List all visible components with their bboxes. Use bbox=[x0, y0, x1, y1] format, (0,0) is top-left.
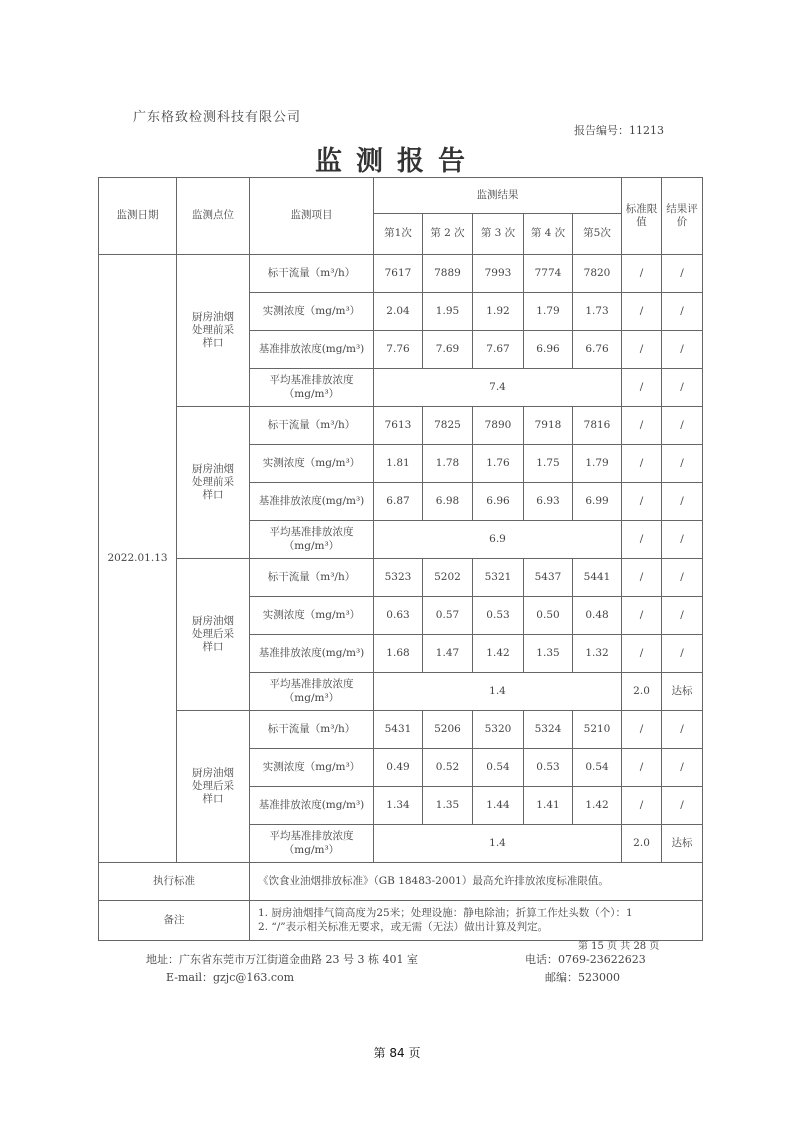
limit-value: / bbox=[622, 293, 662, 331]
limit-value: / bbox=[622, 483, 662, 521]
monitoring-item: 标干流量（m³/h） bbox=[250, 711, 374, 749]
result-value: 1.81 bbox=[374, 445, 423, 483]
result-value: 0.52 bbox=[423, 749, 473, 787]
eval-value: / bbox=[662, 711, 703, 749]
eval-value: / bbox=[662, 749, 703, 787]
monitoring-item: 基准排放浓度(mg/m³) bbox=[250, 483, 374, 521]
result-value: 1.35 bbox=[423, 787, 473, 825]
header-run-5: 第5次 bbox=[573, 214, 622, 255]
limit-value: / bbox=[622, 711, 662, 749]
remark-line: 1. 厨房油烟排气筒高度为25米；处理设施：静电除油；折算工作灶头数（个）：1 bbox=[258, 907, 633, 920]
result-value: 0.53 bbox=[473, 597, 524, 635]
limit-value: / bbox=[622, 445, 662, 483]
eval-value: / bbox=[662, 559, 703, 597]
result-value: 5206 bbox=[423, 711, 473, 749]
result-value: 7889 bbox=[423, 255, 473, 293]
average-eval: 达标 bbox=[662, 673, 703, 711]
result-value: 0.50 bbox=[524, 597, 573, 635]
limit-value: / bbox=[622, 597, 662, 635]
header-limit: 标准限值 bbox=[622, 178, 662, 255]
average-limit: / bbox=[622, 521, 662, 559]
result-value: 1.95 bbox=[423, 293, 473, 331]
header-item: 监测项目 bbox=[250, 178, 374, 255]
monitoring-results-table bbox=[98, 177, 703, 941]
monitoring-item: 实测浓度（mg/m³） bbox=[250, 293, 374, 331]
result-value: 1.79 bbox=[573, 445, 622, 483]
remarks-text bbox=[250, 901, 703, 941]
postal-code: 邮编：523000 bbox=[545, 971, 620, 984]
limit-value: / bbox=[622, 787, 662, 825]
remark-line: 2. “/”表示相关标准无要求，或无需（无法）做出计算及判定。 bbox=[258, 920, 549, 933]
average-value: 1.4 bbox=[374, 673, 622, 711]
header-run-2: 第 2 次 bbox=[423, 214, 473, 255]
eval-value: / bbox=[662, 597, 703, 635]
header-run-4: 第 4 次 bbox=[524, 214, 573, 255]
result-value: 0.48 bbox=[573, 597, 622, 635]
limit-value: / bbox=[622, 635, 662, 673]
result-value: 7.67 bbox=[473, 331, 524, 369]
table-row bbox=[99, 711, 703, 749]
result-value: 1.44 bbox=[473, 787, 524, 825]
result-value: 1.75 bbox=[524, 445, 573, 483]
result-value: 5202 bbox=[423, 559, 473, 597]
eval-value: / bbox=[662, 293, 703, 331]
result-value: 5323 bbox=[374, 559, 423, 597]
eval-value: / bbox=[662, 445, 703, 483]
standard-row bbox=[99, 863, 703, 901]
page-info: 第 15 页 共 28 页 bbox=[578, 941, 660, 952]
result-value: 1.42 bbox=[473, 635, 524, 673]
result-value: 5431 bbox=[374, 711, 423, 749]
result-value: 6.93 bbox=[524, 483, 573, 521]
sampling-point: 厨房油烟处理前采样口 bbox=[177, 255, 250, 407]
result-value: 7617 bbox=[374, 255, 423, 293]
limit-value: / bbox=[622, 331, 662, 369]
result-value: 1.73 bbox=[573, 293, 622, 331]
sampling-point: 厨房油烟处理前采样口 bbox=[177, 407, 250, 559]
header-eval: 结果评价 bbox=[662, 178, 703, 255]
result-value: 2.04 bbox=[374, 293, 423, 331]
result-value: 1.47 bbox=[423, 635, 473, 673]
result-value: 0.57 bbox=[423, 597, 473, 635]
monitoring-item: 标干流量（m³/h） bbox=[250, 559, 374, 597]
result-value: 0.54 bbox=[473, 749, 524, 787]
result-value: 0.54 bbox=[573, 749, 622, 787]
average-limit: 2.0 bbox=[622, 825, 662, 863]
result-value: 0.49 bbox=[374, 749, 423, 787]
monitoring-item: 标干流量（m³/h） bbox=[250, 255, 374, 293]
result-value: 7.76 bbox=[374, 331, 423, 369]
average-item: 平均基准排放浓度（mg/m³） bbox=[250, 673, 374, 711]
eval-value: / bbox=[662, 331, 703, 369]
result-value: 6.76 bbox=[573, 331, 622, 369]
sampling-point: 厨房油烟处理后采样口 bbox=[177, 711, 250, 863]
eval-value: / bbox=[662, 407, 703, 445]
result-value: 6.96 bbox=[524, 331, 573, 369]
monitoring-item: 标干流量（m³/h） bbox=[250, 407, 374, 445]
limit-value: / bbox=[622, 255, 662, 293]
result-value: 1.68 bbox=[374, 635, 423, 673]
company-name: 广东格致检测科技有限公司 bbox=[133, 110, 302, 125]
result-value: 1.42 bbox=[573, 787, 622, 825]
monitoring-item: 实测浓度（mg/m³） bbox=[250, 445, 374, 483]
table-row bbox=[99, 255, 703, 293]
result-value: 5441 bbox=[573, 559, 622, 597]
result-value: 7.69 bbox=[423, 331, 473, 369]
table-row bbox=[99, 407, 703, 445]
result-value: 7918 bbox=[524, 407, 573, 445]
result-value: 1.35 bbox=[524, 635, 573, 673]
result-value: 1.78 bbox=[423, 445, 473, 483]
average-item: 平均基准排放浓度（mg/m³） bbox=[250, 369, 374, 407]
header-point: 监测点位 bbox=[177, 178, 250, 255]
eval-value: / bbox=[662, 787, 703, 825]
average-limit: 2.0 bbox=[622, 673, 662, 711]
average-eval: 达标 bbox=[662, 825, 703, 863]
monitoring-date: 2022.01.13 bbox=[99, 255, 177, 863]
result-value: 1.79 bbox=[524, 293, 573, 331]
header-run-3: 第 3 次 bbox=[473, 214, 524, 255]
limit-value: / bbox=[622, 559, 662, 597]
monitoring-item: 基准排放浓度(mg/m³) bbox=[250, 331, 374, 369]
result-value: 6.98 bbox=[423, 483, 473, 521]
result-value: 7816 bbox=[573, 407, 622, 445]
email: E-mail：gzjc@163.com bbox=[166, 971, 295, 984]
eval-value: / bbox=[662, 483, 703, 521]
address: 地址：广东省东莞市万江街道金曲路 23 号 3 栋 401 室 bbox=[146, 953, 418, 966]
average-value: 1.4 bbox=[374, 825, 622, 863]
monitoring-item: 实测浓度（mg/m³） bbox=[250, 749, 374, 787]
result-value: 5321 bbox=[473, 559, 524, 597]
result-value: 1.32 bbox=[573, 635, 622, 673]
phone: 电话：0769-23622623 bbox=[525, 953, 646, 966]
result-value: 5324 bbox=[524, 711, 573, 749]
limit-value: / bbox=[622, 407, 662, 445]
result-value: 7825 bbox=[423, 407, 473, 445]
header-date: 监测日期 bbox=[99, 178, 177, 255]
average-item: 平均基准排放浓度（mg/m³） bbox=[250, 521, 374, 559]
header-results: 监测结果 bbox=[374, 178, 622, 214]
standard-text: 《饮食业油烟排放标准》（GB 18483-2001）最高允许排放浓度标准限值。 bbox=[250, 863, 703, 901]
page-number: 第 84 页 bbox=[373, 1046, 421, 1060]
limit-value: / bbox=[622, 749, 662, 787]
eval-value: / bbox=[662, 635, 703, 673]
average-value: 7.4 bbox=[374, 369, 622, 407]
monitoring-item: 基准排放浓度(mg/m³) bbox=[250, 787, 374, 825]
result-value: 5320 bbox=[473, 711, 524, 749]
result-value: 6.99 bbox=[573, 483, 622, 521]
result-value: 1.41 bbox=[524, 787, 573, 825]
report-number: 报告编号：11213 bbox=[574, 124, 664, 137]
result-value: 5210 bbox=[573, 711, 622, 749]
remarks-row bbox=[99, 901, 703, 941]
result-value: 6.87 bbox=[374, 483, 423, 521]
average-item: 平均基准排放浓度（mg/m³） bbox=[250, 825, 374, 863]
result-value: 7774 bbox=[524, 255, 573, 293]
average-limit: / bbox=[622, 369, 662, 407]
average-value: 6.9 bbox=[374, 521, 622, 559]
eval-value: / bbox=[662, 255, 703, 293]
monitoring-item: 实测浓度（mg/m³） bbox=[250, 597, 374, 635]
result-value: 7993 bbox=[473, 255, 524, 293]
average-eval: / bbox=[662, 521, 703, 559]
sampling-point: 厨房油烟处理后采样口 bbox=[177, 559, 250, 711]
result-value: 1.34 bbox=[374, 787, 423, 825]
table-row bbox=[99, 559, 703, 597]
result-value: 6.96 bbox=[473, 483, 524, 521]
result-value: 7890 bbox=[473, 407, 524, 445]
average-eval: / bbox=[662, 369, 703, 407]
result-value: 1.92 bbox=[473, 293, 524, 331]
header-run-1: 第1次 bbox=[374, 214, 423, 255]
result-value: 7820 bbox=[573, 255, 622, 293]
monitoring-item: 基准排放浓度(mg/m³) bbox=[250, 635, 374, 673]
result-value: 0.53 bbox=[524, 749, 573, 787]
result-value: 1.76 bbox=[473, 445, 524, 483]
result-value: 5437 bbox=[524, 559, 573, 597]
result-value: 0.63 bbox=[374, 597, 423, 635]
report-title: 监测报告 bbox=[315, 146, 479, 177]
remarks-label: 备注 bbox=[99, 901, 250, 941]
standard-label: 执行标准 bbox=[99, 863, 250, 901]
result-value: 7613 bbox=[374, 407, 423, 445]
